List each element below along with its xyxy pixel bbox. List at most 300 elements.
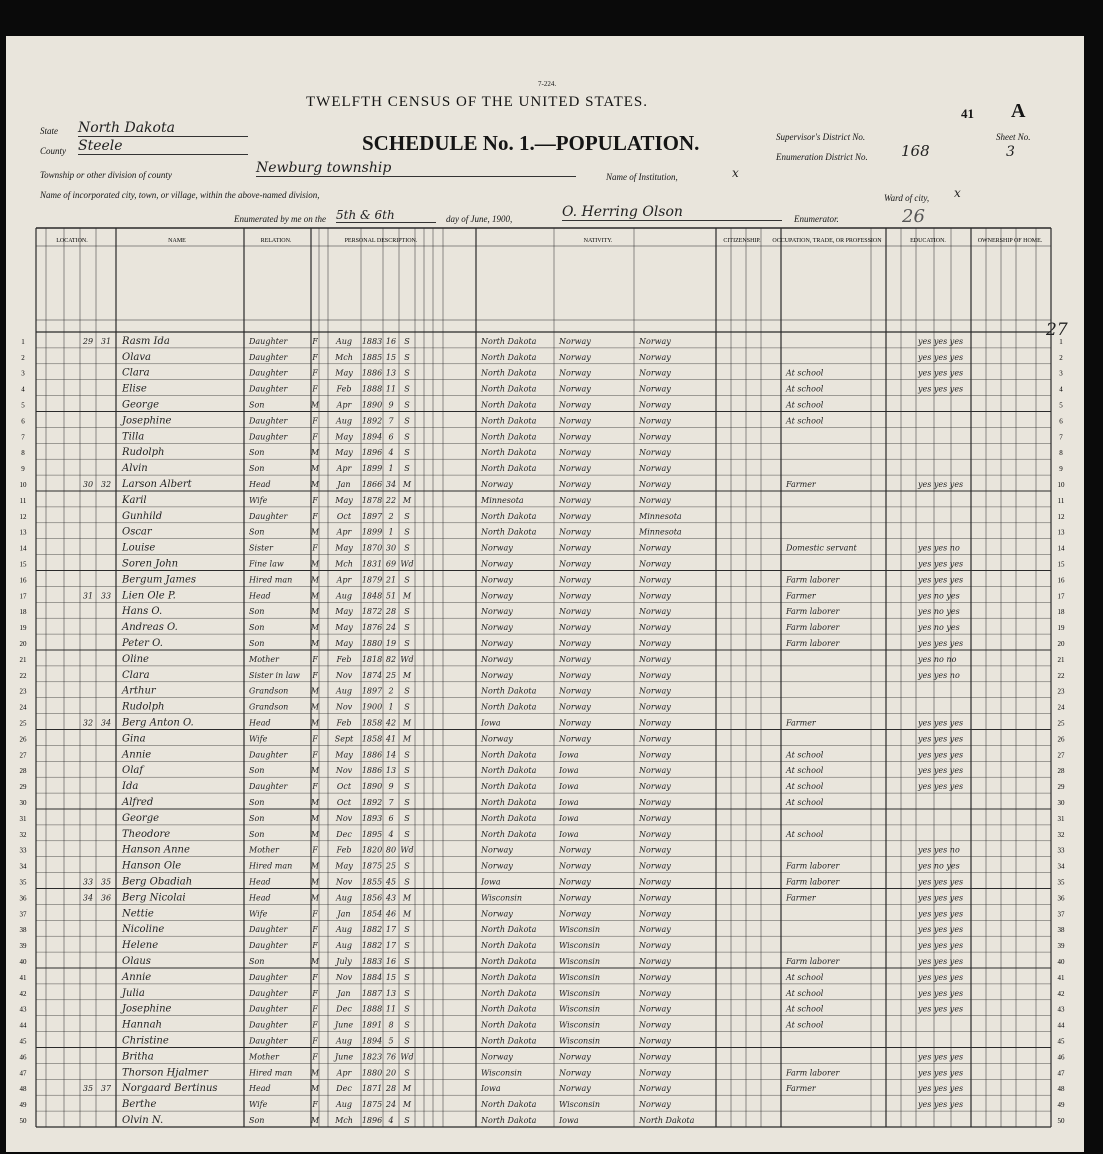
line-number: 23 bbox=[1057, 687, 1065, 696]
occupation: Farm laborer bbox=[786, 1068, 840, 1078]
age: 7 bbox=[388, 798, 394, 807]
occupation: Farm laborer bbox=[786, 607, 840, 617]
birthplace: North Dakota bbox=[481, 1020, 537, 1030]
table-row bbox=[20, 1004, 1066, 1015]
birth-year: 1886 bbox=[361, 750, 383, 760]
marital-status: S bbox=[404, 607, 410, 617]
birth-year: 1899 bbox=[361, 527, 383, 537]
marital-status: S bbox=[404, 336, 410, 346]
line-number: 41 bbox=[1057, 973, 1065, 982]
table-row bbox=[21, 336, 1063, 347]
relation: Hired man bbox=[249, 1068, 293, 1078]
line-number-left: 28 bbox=[19, 767, 27, 776]
line-number-left: 42 bbox=[19, 989, 27, 998]
line-number: 29 bbox=[1057, 783, 1065, 792]
person-name: Peter O. bbox=[122, 638, 163, 649]
person-name: Soren John bbox=[122, 558, 179, 570]
relation: Head bbox=[249, 893, 271, 903]
occupation: Farmer bbox=[786, 591, 816, 601]
person-name: Theodore bbox=[122, 828, 171, 840]
mother-birthplace: Norway bbox=[639, 957, 671, 966]
line-number: 36 bbox=[1057, 894, 1065, 903]
birthplace: North Dakota bbox=[481, 798, 537, 807]
relation: Daughter bbox=[249, 1036, 288, 1046]
table-row bbox=[20, 622, 1066, 633]
margin-note: 26 bbox=[902, 206, 925, 227]
father-birthplace: Norway bbox=[559, 718, 591, 728]
person-name: George bbox=[122, 812, 160, 824]
birth-month: Nov bbox=[335, 670, 353, 680]
marital-status: S bbox=[404, 925, 410, 935]
marital-status: M bbox=[402, 718, 412, 728]
color: M bbox=[310, 957, 320, 966]
education: yes yes yes bbox=[918, 718, 964, 728]
birthplace: North Dakota bbox=[481, 782, 537, 792]
mother-birthplace: Norway bbox=[639, 1084, 671, 1094]
line-number: 3 bbox=[1059, 369, 1063, 378]
age: 28 bbox=[385, 607, 397, 617]
education: yes yes yes bbox=[918, 909, 964, 919]
birth-year: 1883 bbox=[361, 336, 383, 346]
family-number: 34 bbox=[100, 718, 112, 728]
institution-value: x bbox=[732, 166, 739, 180]
color: F bbox=[312, 1020, 318, 1030]
relation: Son bbox=[249, 623, 265, 633]
birthplace: Norway bbox=[481, 734, 513, 744]
age: 11 bbox=[385, 1004, 397, 1014]
birth-month: Sept bbox=[334, 734, 354, 744]
person-name: Josephine bbox=[122, 415, 172, 427]
birthplace: North Dakota bbox=[481, 972, 537, 982]
age: 16 bbox=[385, 957, 397, 966]
mother-birthplace: Norway bbox=[639, 718, 671, 728]
age: 24 bbox=[385, 623, 397, 633]
person-name: Hans O. bbox=[122, 606, 163, 618]
mother-birthplace: Norway bbox=[639, 1100, 671, 1110]
education: yes yes yes bbox=[918, 957, 964, 966]
relation: Head bbox=[249, 1084, 271, 1094]
person-name: Clara bbox=[122, 669, 150, 681]
birth-year: 1876 bbox=[361, 623, 383, 633]
relation: Fine law bbox=[249, 559, 284, 569]
relation: Daughter bbox=[249, 432, 288, 442]
relation: Daughter bbox=[249, 384, 288, 394]
table-row bbox=[20, 972, 1066, 983]
marital-status: S bbox=[404, 352, 410, 362]
family-number: 36 bbox=[100, 893, 112, 903]
birth-month: Aug bbox=[335, 941, 353, 951]
age: 76 bbox=[385, 1052, 397, 1062]
dwelling-number: 31 bbox=[82, 591, 94, 601]
birth-month: Feb bbox=[336, 384, 352, 394]
color: F bbox=[312, 909, 318, 919]
birthplace: North Dakota bbox=[481, 352, 537, 362]
age: 21 bbox=[385, 575, 397, 585]
relation: Wife bbox=[249, 734, 268, 744]
age: 2 bbox=[388, 511, 394, 521]
color: F bbox=[312, 416, 318, 426]
table-row bbox=[20, 765, 1066, 776]
birth-month: Nov bbox=[335, 972, 353, 982]
birth-year: 1895 bbox=[361, 829, 383, 839]
table-row bbox=[20, 670, 1066, 681]
age: 9 bbox=[388, 782, 394, 792]
birthplace: Norway bbox=[481, 639, 513, 648]
birth-year: 1892 bbox=[361, 798, 383, 807]
color: M bbox=[310, 829, 320, 839]
age: 4 bbox=[388, 1116, 394, 1125]
person-name: Ida bbox=[122, 781, 139, 793]
line-number-left: 39 bbox=[19, 942, 27, 951]
mother-birthplace: Norway bbox=[639, 495, 671, 505]
occupation: Farmer bbox=[786, 718, 816, 728]
birth-year: 1878 bbox=[361, 495, 383, 505]
age: 25 bbox=[385, 861, 397, 871]
birth-month: Mch bbox=[335, 1116, 353, 1125]
education: yes no yes bbox=[918, 591, 960, 601]
age: 13 bbox=[385, 766, 397, 776]
mother-birthplace: Norway bbox=[639, 464, 671, 474]
mother-birthplace: Norway bbox=[639, 448, 671, 458]
color: M bbox=[310, 718, 320, 728]
line-number-left: 8 bbox=[21, 449, 25, 458]
father-birthplace: Wisconsin bbox=[559, 1004, 601, 1014]
color: M bbox=[310, 1068, 320, 1078]
line-number: 4 bbox=[1059, 385, 1063, 394]
table-row bbox=[20, 606, 1066, 617]
education: yes no yes bbox=[918, 623, 960, 633]
mother-birthplace: Norway bbox=[639, 591, 671, 601]
table-row bbox=[21, 431, 1063, 442]
age: 6 bbox=[388, 813, 394, 823]
father-birthplace: Norway bbox=[559, 432, 591, 442]
mother-birthplace: Norway bbox=[639, 368, 671, 378]
township-label: Township or other division of county bbox=[40, 170, 172, 180]
birthplace: Norway bbox=[481, 559, 513, 569]
mother-birthplace: Norway bbox=[639, 750, 671, 760]
father-birthplace: Norway bbox=[559, 575, 591, 585]
person-name: Josephine bbox=[122, 1003, 172, 1015]
occupation: Farm laborer bbox=[786, 623, 840, 633]
person-name: George bbox=[122, 399, 160, 411]
father-birthplace: Norway bbox=[559, 368, 591, 378]
birth-month: Apr bbox=[336, 575, 352, 585]
marital-status: S bbox=[404, 368, 410, 378]
person-name: Arthur bbox=[122, 685, 156, 697]
person-name: Elise bbox=[122, 383, 147, 395]
marital-status: S bbox=[404, 782, 410, 792]
line-number: 21 bbox=[1057, 655, 1065, 664]
color: M bbox=[310, 480, 320, 489]
line-number-left: 10 bbox=[19, 481, 27, 489]
line-number-left: 40 bbox=[19, 958, 27, 966]
occupation: At school bbox=[786, 988, 824, 998]
birthplace: North Dakota bbox=[481, 511, 537, 521]
marital-status: S bbox=[404, 511, 410, 521]
line-number: 39 bbox=[1057, 942, 1065, 951]
birth-month: Aug bbox=[335, 591, 353, 601]
age: 1 bbox=[388, 702, 394, 712]
relation: Son bbox=[249, 813, 265, 823]
person-name: Olaus bbox=[122, 956, 151, 967]
mother-birthplace: Norway bbox=[639, 1020, 671, 1030]
mother-birthplace: Norway bbox=[639, 972, 671, 982]
marital-status: M bbox=[402, 591, 412, 601]
father-birthplace: Iowa bbox=[559, 798, 579, 807]
mother-birthplace: Norway bbox=[639, 766, 671, 776]
relation: Son bbox=[249, 607, 265, 617]
father-birthplace: Norway bbox=[559, 464, 591, 474]
education: yes no no bbox=[918, 654, 957, 664]
line-number: 48 bbox=[1057, 1085, 1065, 1094]
person-name: Lien Ole P. bbox=[122, 590, 176, 602]
marital-status: S bbox=[404, 750, 410, 760]
age: 19 bbox=[385, 639, 397, 648]
relation: Mother bbox=[249, 1052, 279, 1062]
birthplace: North Dakota bbox=[481, 416, 537, 426]
line-number: 15 bbox=[1057, 560, 1065, 569]
occupation: At school bbox=[786, 1020, 824, 1030]
relation: Daughter bbox=[249, 1004, 288, 1014]
state-label: State bbox=[40, 126, 58, 136]
marital-status: S bbox=[404, 575, 410, 585]
line-number: 49 bbox=[1057, 1101, 1065, 1110]
color: M bbox=[310, 893, 320, 903]
birthplace: North Dakota bbox=[481, 336, 537, 346]
age: 5 bbox=[388, 1036, 394, 1046]
education: yes yes yes bbox=[918, 1068, 964, 1078]
person-name: Helene bbox=[122, 940, 159, 952]
father-birthplace: Iowa bbox=[559, 766, 579, 776]
birthplace: North Dakota bbox=[481, 368, 537, 378]
relation: Son bbox=[249, 639, 265, 648]
line-number: 37 bbox=[1057, 910, 1065, 919]
color: M bbox=[310, 591, 320, 601]
line-number: 26 bbox=[1057, 735, 1065, 744]
person-name: Norgaard Bertinus bbox=[122, 1083, 218, 1095]
birthplace: Minnesota bbox=[481, 495, 524, 505]
father-birthplace: Wisconsin bbox=[559, 925, 601, 935]
color: F bbox=[312, 941, 318, 951]
father-birthplace: Wisconsin bbox=[559, 957, 601, 966]
education: yes yes yes bbox=[918, 734, 964, 744]
relation: Hired man bbox=[249, 861, 293, 871]
birth-month: May bbox=[335, 750, 353, 760]
relation: Daughter bbox=[249, 972, 288, 982]
relation: Daughter bbox=[249, 368, 288, 378]
mother-birthplace: Norway bbox=[639, 782, 671, 792]
age: 17 bbox=[385, 925, 397, 935]
relation: Hired man bbox=[249, 575, 293, 585]
ward-value: x bbox=[954, 186, 961, 200]
birth-month: Apr bbox=[336, 1068, 352, 1078]
line-number: 6 bbox=[1059, 417, 1063, 426]
age: 13 bbox=[385, 988, 397, 998]
line-number-left: 6 bbox=[21, 417, 25, 426]
mother-birthplace: Norway bbox=[639, 1068, 671, 1078]
line-number: 10 bbox=[1057, 481, 1065, 489]
mother-birthplace: Norway bbox=[639, 559, 671, 569]
color: M bbox=[310, 686, 320, 696]
mother-birthplace: Norway bbox=[639, 543, 671, 553]
birth-month: Aug bbox=[335, 416, 353, 426]
father-birthplace: Norway bbox=[559, 686, 591, 696]
mother-birthplace: Minnesota bbox=[639, 511, 682, 521]
color: M bbox=[310, 1084, 320, 1094]
education: yes yes no bbox=[918, 845, 960, 855]
line-number-left: 12 bbox=[19, 512, 27, 521]
line-number: 50 bbox=[1057, 1117, 1065, 1125]
birthplace: North Dakota bbox=[481, 432, 537, 442]
section-nativity: NATIVITY. bbox=[583, 238, 613, 244]
birth-year: 1886 bbox=[361, 368, 383, 378]
father-birthplace: Wisconsin bbox=[559, 941, 601, 951]
marital-status: S bbox=[404, 877, 410, 887]
birthplace: Iowa bbox=[481, 1084, 501, 1094]
marital-status: S bbox=[404, 829, 410, 839]
birthplace: Norway bbox=[481, 861, 513, 871]
line-number: 20 bbox=[1057, 640, 1065, 648]
color: F bbox=[312, 1036, 318, 1046]
table-row bbox=[20, 908, 1066, 919]
marital-status: S bbox=[404, 384, 410, 394]
birth-month: May bbox=[335, 543, 353, 553]
birth-year: 1891 bbox=[361, 1020, 383, 1030]
marital-status: S bbox=[404, 686, 410, 696]
mother-birthplace: Norway bbox=[639, 813, 671, 823]
section-personal: PERSONAL DESCRIPTION. bbox=[344, 238, 418, 244]
family-number: 33 bbox=[100, 591, 112, 601]
birth-month: Nov bbox=[335, 813, 353, 823]
birth-year: 1890 bbox=[361, 782, 383, 792]
father-birthplace: Wisconsin bbox=[559, 972, 601, 982]
birthplace: North Dakota bbox=[481, 1116, 537, 1125]
relation: Head bbox=[249, 480, 271, 489]
person-name: Oline bbox=[122, 653, 149, 665]
father-birthplace: Norway bbox=[559, 639, 591, 648]
marital-status: S bbox=[404, 1036, 410, 1046]
occupation: At school bbox=[786, 1004, 824, 1014]
birth-month: Aug bbox=[335, 1100, 353, 1110]
line-number-left: 46 bbox=[19, 1053, 27, 1062]
table-row bbox=[20, 845, 1066, 856]
supervisor-label: Supervisor's District No. bbox=[776, 132, 866, 142]
line-number-left: 30 bbox=[19, 799, 27, 807]
table-row bbox=[20, 733, 1066, 744]
mother-birthplace: Norway bbox=[639, 877, 671, 887]
dwelling-number: 32 bbox=[82, 718, 94, 728]
relation: Daughter bbox=[249, 988, 288, 998]
birth-year: 1856 bbox=[361, 893, 383, 903]
education: yes yes yes bbox=[918, 766, 964, 776]
table-row bbox=[21, 384, 1063, 395]
line-number-left: 33 bbox=[19, 846, 27, 855]
mother-birthplace: Norway bbox=[639, 336, 671, 346]
line-number-left: 13 bbox=[19, 528, 27, 537]
occupation: Farmer bbox=[786, 893, 816, 903]
occupation: Farm laborer bbox=[786, 877, 840, 887]
education: yes yes yes bbox=[918, 480, 964, 489]
birth-month: Nov bbox=[335, 877, 353, 887]
marital-status: Wd bbox=[400, 1052, 414, 1062]
color: M bbox=[310, 813, 320, 823]
birth-year: 1888 bbox=[361, 384, 383, 394]
marital-status: S bbox=[404, 972, 410, 982]
education: yes yes no bbox=[918, 543, 960, 553]
marital-status: S bbox=[404, 1004, 410, 1014]
age: 15 bbox=[385, 972, 397, 982]
age: 1 bbox=[388, 527, 394, 537]
relation: Son bbox=[249, 448, 265, 458]
state-value: North Dakota bbox=[78, 120, 248, 137]
marital-status: S bbox=[404, 813, 410, 823]
birth-month: June bbox=[334, 1052, 354, 1062]
birth-month: Dec bbox=[336, 1084, 352, 1094]
father-birthplace: Wisconsin bbox=[559, 1020, 601, 1030]
enumeration-label: Enumeration District No. bbox=[776, 152, 868, 162]
mother-birthplace: Norway bbox=[639, 909, 671, 919]
color: F bbox=[312, 1052, 318, 1062]
birth-year: 1884 bbox=[361, 972, 383, 982]
line-number: 47 bbox=[1057, 1069, 1065, 1078]
line-number: 40 bbox=[1057, 958, 1065, 966]
person-name: Hanson Ole bbox=[122, 860, 182, 872]
line-number: 28 bbox=[1057, 767, 1065, 776]
relation: Son bbox=[249, 798, 265, 807]
table-row bbox=[20, 829, 1066, 840]
age: 6 bbox=[388, 432, 394, 442]
color: M bbox=[310, 1116, 320, 1125]
line-number-left: 38 bbox=[19, 926, 27, 935]
mother-birthplace: Norway bbox=[639, 480, 671, 489]
dwelling-number: 30 bbox=[82, 480, 94, 489]
education: yes yes yes bbox=[918, 941, 964, 951]
father-birthplace: Iowa bbox=[559, 1116, 579, 1125]
color: F bbox=[312, 368, 318, 378]
birth-month: Dec bbox=[336, 829, 352, 839]
table-row bbox=[20, 749, 1066, 760]
table-row bbox=[20, 718, 1066, 729]
table-row bbox=[20, 1051, 1066, 1062]
dwelling-number: 29 bbox=[82, 336, 94, 346]
relation: Head bbox=[249, 591, 271, 601]
age: 28 bbox=[385, 1084, 397, 1094]
birthplace: North Dakota bbox=[481, 1004, 537, 1014]
marital-status: M bbox=[402, 893, 412, 903]
line-number: 11 bbox=[1057, 496, 1065, 505]
education: yes yes yes bbox=[918, 877, 964, 887]
birth-year: 1886 bbox=[361, 766, 383, 776]
birth-month: Aug bbox=[335, 336, 353, 346]
line-number-left: 26 bbox=[19, 735, 27, 744]
father-birthplace: Wisconsin bbox=[559, 1036, 601, 1046]
table-row bbox=[20, 590, 1066, 601]
person-name: Bergum James bbox=[122, 574, 197, 586]
mother-birthplace: Norway bbox=[639, 941, 671, 951]
line-number-left: 43 bbox=[19, 1005, 27, 1014]
relation: Mother bbox=[249, 845, 279, 855]
mother-birthplace: Norway bbox=[639, 861, 671, 871]
color: M bbox=[310, 798, 320, 807]
section-ownership: OWNERSHIP OF HOME. bbox=[977, 238, 1043, 244]
birthplace: Norway bbox=[481, 623, 513, 633]
line-number: 27 bbox=[1057, 751, 1065, 760]
mother-birthplace: Norway bbox=[639, 1036, 671, 1046]
age: 25 bbox=[385, 670, 397, 680]
table-row bbox=[20, 813, 1066, 824]
family-number: 32 bbox=[100, 480, 112, 489]
table-row bbox=[20, 1067, 1066, 1078]
